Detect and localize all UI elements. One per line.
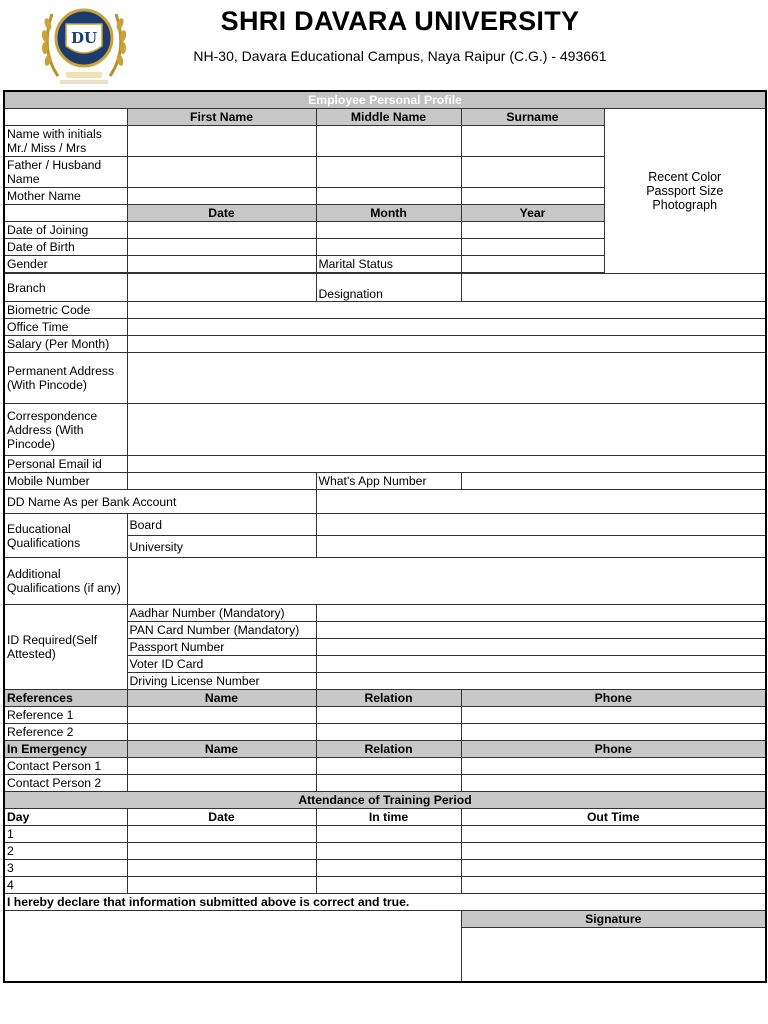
education-label: Educational Qualifications xyxy=(4,514,127,558)
reference-2-name-field[interactable] xyxy=(127,724,316,741)
blank-cell xyxy=(4,205,127,222)
university-logo xyxy=(36,2,132,86)
date-of-birth-label: Date of Birth xyxy=(4,239,127,256)
contact-1-relation-field[interactable] xyxy=(316,758,461,775)
declaration-text: I hereby declare that information submitted above is correct and true. xyxy=(4,894,766,911)
declaration-blank-area xyxy=(4,911,461,983)
contact-2-name-field[interactable] xyxy=(127,775,316,792)
day-1-in-field[interactable] xyxy=(316,826,461,843)
contact-person-2-label: Contact Person 2 xyxy=(4,775,127,792)
day-4-out-field[interactable] xyxy=(461,877,766,894)
day-2-label: 2 xyxy=(4,843,127,860)
reference-1-relation-field[interactable] xyxy=(316,707,461,724)
email-label: Personal Email id xyxy=(4,456,127,473)
correspondence-address-field[interactable] xyxy=(127,404,766,456)
id-required-label: ID Required(Self Attested) xyxy=(4,605,127,690)
day-3-date-field[interactable] xyxy=(127,860,316,877)
salary-field[interactable] xyxy=(127,336,766,353)
aadhar-label: Aadhar Number (Mandatory) xyxy=(127,605,316,622)
driving-license-label: Driving License Number xyxy=(127,673,316,690)
gender-label: Gender xyxy=(4,256,127,273)
logo-text: DU xyxy=(70,29,98,47)
ref-name-header: Name xyxy=(127,690,316,707)
name-first-field[interactable] xyxy=(127,126,316,157)
reference-2-relation-field[interactable] xyxy=(316,724,461,741)
middle-name-header: Middle Name xyxy=(316,109,461,126)
joining-date-field[interactable] xyxy=(127,222,316,239)
father-first-field[interactable] xyxy=(127,157,316,188)
emergency-header: In Emergency xyxy=(4,741,127,758)
date-of-joining-label: Date of Joining xyxy=(4,222,127,239)
day-4-label: 4 xyxy=(4,877,127,894)
mobile-field[interactable] xyxy=(127,473,316,490)
mother-first-field[interactable] xyxy=(127,188,316,205)
pan-label: PAN Card Number (Mandatory) xyxy=(127,622,316,639)
bank-name-label: DD Name As per Bank Account xyxy=(4,490,316,514)
contact-1-phone-field[interactable] xyxy=(461,758,766,775)
references-header: References xyxy=(4,690,127,707)
reference-1-name-field[interactable] xyxy=(127,707,316,724)
salary-label: Salary (Per Month) xyxy=(4,336,127,353)
ref-relation-header: Relation xyxy=(316,690,461,707)
voter-id-label: Voter ID Card xyxy=(127,656,316,673)
birth-month-field[interactable] xyxy=(316,239,461,256)
university-address: NH-30, Davara Educational Campus, Naya Raipur (C.G.) - 493661 xyxy=(193,48,607,64)
whatsapp-label: What's App Number xyxy=(316,473,461,490)
emergency-name-header: Name xyxy=(127,741,316,758)
reference-1-label: Reference 1 xyxy=(4,707,127,724)
biometric-code-label: Biometric Code xyxy=(4,302,127,319)
father-surname-field[interactable] xyxy=(461,157,604,188)
contact-2-phone-field[interactable] xyxy=(461,775,766,792)
name-initials-label: Name with initials Mr./ Miss / Mrs xyxy=(4,126,127,157)
out-time-header: Out Time xyxy=(461,809,766,826)
day-2-out-field[interactable] xyxy=(461,843,766,860)
whatsapp-field[interactable] xyxy=(461,473,766,490)
reference-1-phone-field[interactable] xyxy=(461,707,766,724)
contact-person-1-label: Contact Person 1 xyxy=(4,758,127,775)
day-1-date-field[interactable] xyxy=(127,826,316,843)
mother-surname-field[interactable] xyxy=(461,188,604,205)
board-label: Board xyxy=(127,514,316,536)
attendance-title: Attendance of Training Period xyxy=(4,792,766,809)
birth-date-field[interactable] xyxy=(127,239,316,256)
board-field[interactable] xyxy=(316,514,766,536)
branch-label: Branch xyxy=(4,274,127,302)
in-time-header: In time xyxy=(316,809,461,826)
page-header xyxy=(0,0,768,88)
signature-field[interactable] xyxy=(461,928,766,982)
day-3-in-field[interactable] xyxy=(316,860,461,877)
day-4-in-field[interactable] xyxy=(316,877,461,894)
day-1-label: 1 xyxy=(4,826,127,843)
office-time-label: Office Time xyxy=(4,319,127,336)
day-3-label: 3 xyxy=(4,860,127,877)
photo-text: Recent Color Passport Size Photograph xyxy=(646,170,724,212)
designation-label: Designation xyxy=(316,274,461,302)
form-title: Employee Personal Profile xyxy=(4,91,766,109)
gender-field[interactable] xyxy=(127,256,316,273)
additional-qualifications-label: Additional Qualifications (if any) xyxy=(4,558,127,605)
email-field[interactable] xyxy=(127,456,766,473)
pan-field[interactable] xyxy=(316,622,766,639)
month-header: Month xyxy=(316,205,461,222)
passport-label: Passport Number xyxy=(127,639,316,656)
day-2-date-field[interactable] xyxy=(127,843,316,860)
marital-status-field[interactable] xyxy=(461,256,604,273)
contact-2-relation-field[interactable] xyxy=(316,775,461,792)
attendance-date-header: Date xyxy=(127,809,316,826)
designation-field[interactable] xyxy=(461,274,766,302)
day-2-in-field[interactable] xyxy=(316,843,461,860)
marital-status-label: Marital Status xyxy=(316,256,461,273)
first-name-header: First Name xyxy=(127,109,316,126)
passport-field[interactable] xyxy=(316,639,766,656)
photo-box[interactable] xyxy=(604,109,766,274)
contact-1-name-field[interactable] xyxy=(127,758,316,775)
additional-qualifications-field[interactable] xyxy=(127,558,766,605)
emergency-relation-header: Relation xyxy=(316,741,461,758)
birth-year-field[interactable] xyxy=(461,239,604,256)
permanent-address-field[interactable] xyxy=(127,353,766,404)
reference-2-label: Reference 2 xyxy=(4,724,127,741)
signature-header: Signature xyxy=(461,911,766,928)
mobile-label: Mobile Number xyxy=(4,473,127,490)
mother-name-label: Mother Name xyxy=(4,188,127,205)
driving-license-field[interactable] xyxy=(316,673,766,690)
day-header: Day xyxy=(4,809,127,826)
ref-phone-header: Phone xyxy=(461,690,766,707)
bank-name-field[interactable] xyxy=(316,490,766,514)
university-name: SHRI DAVARA UNIVERSITY xyxy=(220,6,580,36)
permanent-address-label: Permanent Address (With Pincode) xyxy=(4,353,127,404)
voter-id-field[interactable] xyxy=(316,656,766,673)
day-4-date-field[interactable] xyxy=(127,877,316,894)
blank-cell xyxy=(4,109,127,126)
correspondence-address-label: Correspondence Address (With Pincode) xyxy=(4,404,127,456)
office-time-field[interactable] xyxy=(127,319,766,336)
day-3-out-field[interactable] xyxy=(461,860,766,877)
year-header: Year xyxy=(461,205,604,222)
day-1-out-field[interactable] xyxy=(461,826,766,843)
joining-month-field[interactable] xyxy=(316,222,461,239)
university-label: University xyxy=(127,536,316,558)
employee-profile-form xyxy=(3,90,767,983)
surname-header: Surname xyxy=(461,109,604,126)
biometric-code-field[interactable] xyxy=(127,302,766,319)
aadhar-field[interactable] xyxy=(316,605,766,622)
mother-middle-field[interactable] xyxy=(316,188,461,205)
name-middle-field[interactable] xyxy=(316,126,461,157)
father-husband-label: Father / Husband Name xyxy=(4,157,127,188)
university-field[interactable] xyxy=(316,536,766,558)
date-header: Date xyxy=(127,205,316,222)
reference-2-phone-field[interactable] xyxy=(461,724,766,741)
name-surname-field[interactable] xyxy=(461,126,604,157)
father-middle-field[interactable] xyxy=(316,157,461,188)
joining-year-field[interactable] xyxy=(461,222,604,239)
branch-field[interactable] xyxy=(127,274,316,302)
emergency-phone-header: Phone xyxy=(461,741,766,758)
